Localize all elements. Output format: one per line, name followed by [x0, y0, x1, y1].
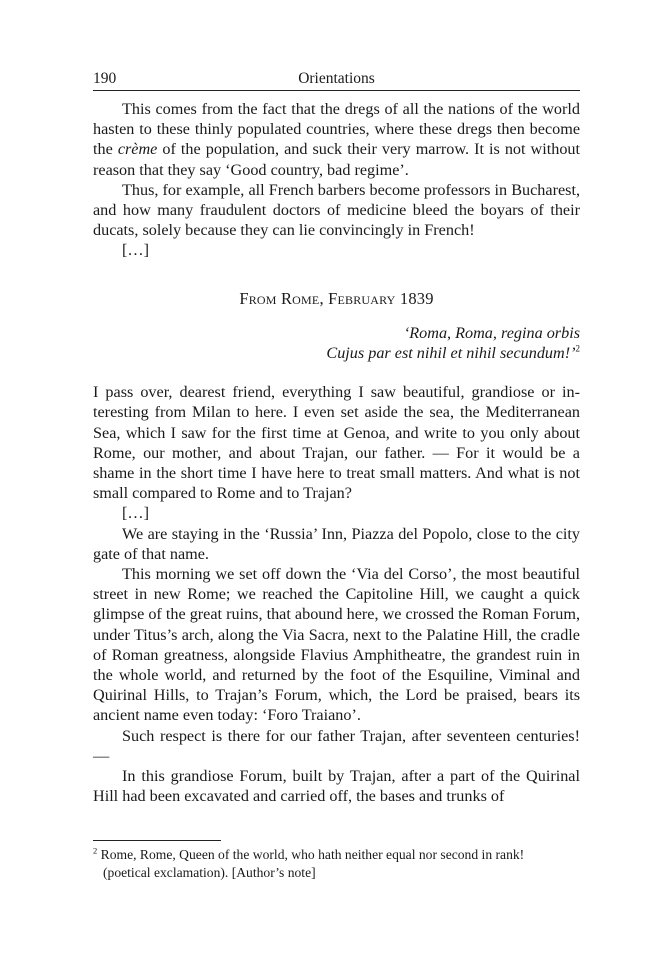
ellipsis-2: […]	[122, 504, 149, 523]
footnote	[93, 846, 580, 881]
paragraph-1	[93, 99, 580, 180]
paragraph-7: In this grandiose Forum, built by Trajan, after a part of the Quirinal Hill had been excavated and carried off, the bases and trunks of	[93, 767, 580, 806]
epigraph-line-1: ‘Roma, Roma, regina orbis	[403, 323, 580, 342]
main-text	[93, 99, 580, 807]
footnote-divider	[93, 840, 221, 841]
paragraph-4: We are staying in the ‘Russia’ Inn, Piazza del Popolo, close to the city gate of that name.	[93, 524, 580, 563]
epigraph-line-2-wrap	[93, 343, 580, 363]
epigraph	[93, 323, 580, 363]
paragraph-1-part-a: This comes from the fact that the dregs of all the nations of the world hasten to these thinly populated countries, where these dregs then become the	[93, 100, 580, 159]
footnote-text-1: Rome, Rome, Queen of the world, who hath neither equal nor second in rank!	[97, 847, 525, 862]
page-number: 190	[93, 70, 117, 87]
ellipsis-1: […]	[122, 241, 149, 260]
paragraph-2: Thus, for example, all French barbers become professors in Bucharest, and how many fraudulent doctors of medicine bleed the boyars of their ducats, solely because they can lie convincingly in French!	[93, 180, 580, 240]
paragraph-3: I pass over, dearest friend, everything I saw beautiful, grandiose or interesting from Milan to here. I even set aside the sea, the Mediterranean Sea, which I saw for the first time at Genoa, and write to you only about Rome, our mother, and about Trajan, our father. — For it would be a shame in the short time I have here to treat small matters. And what is not small compared to Rome and to Trajan?	[93, 383, 580, 503]
footnote-marker: 2	[93, 845, 98, 856]
footnote-line-1	[93, 846, 580, 864]
section-heading: From Rome, February 1839	[239, 288, 434, 308]
epigraph-line-2: Cujus par est nihil et nihil secundum!’	[326, 344, 576, 363]
footnote-line-2: (poetical exclamation). [Author’s note]	[103, 864, 316, 880]
paragraph-1-emphasis: crème	[117, 140, 158, 159]
paragraph-1-part-b: of the population, and suck their very marrow. It is not without reason that they say ‘Good country, bad regime’.	[93, 140, 581, 179]
paragraph-6: Such respect is there for our father Trajan, after seventeen centuries! —	[93, 726, 580, 765]
running-header	[93, 68, 580, 91]
paragraph-5: This morning we set off down the ‘Via del Corso’, the most beautiful street in new Rome; we reached the Capitoline Hill, we caught a quick glimpse of the great ruins, that abound here, we crossed the Roman Forum, under Titus’s arch, along the Via Sacra, next to the Palatine Hill, the cradle of Roman greatness, alongside Flavius Amphitheatre, the grandest ruin in the whole world, and returned by the foot of the Esquiline, Viminal and Quirinal Hills, to Trajan’s Forum, which, the Lord be praised, bears its ancient name even today: ‘Foro Traiano’.	[93, 565, 580, 725]
running-head-title: Orientations	[298, 70, 375, 87]
footnote-reference: 2	[575, 343, 580, 354]
